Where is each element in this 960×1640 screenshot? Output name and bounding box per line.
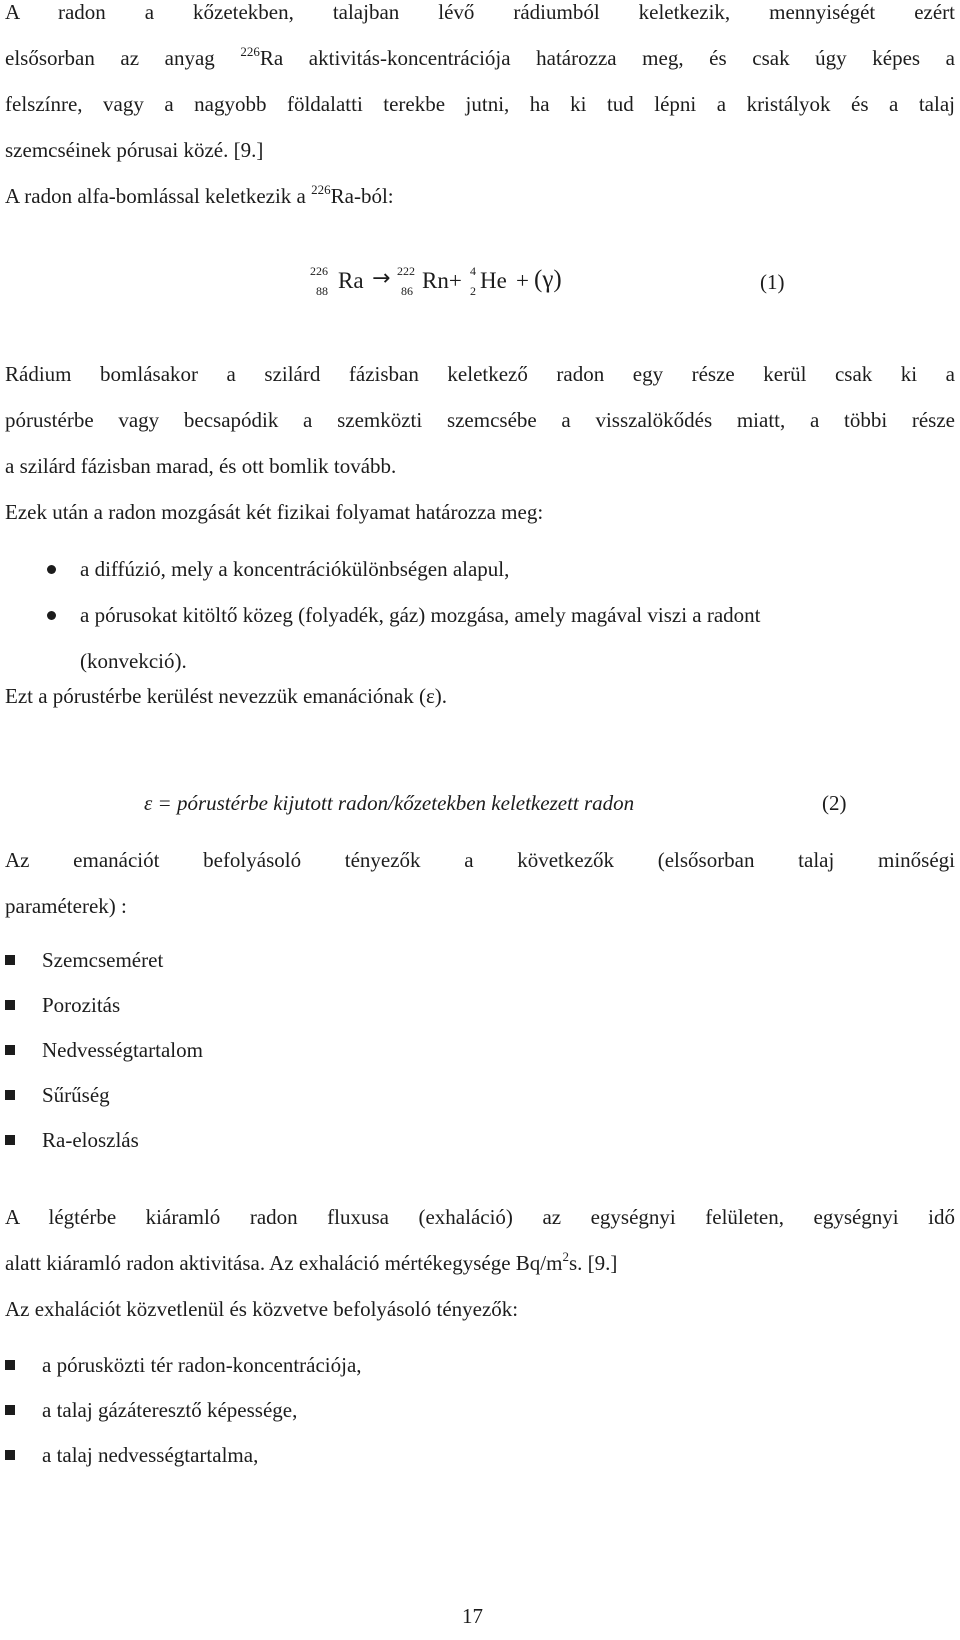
rn-mass-number: 222 <box>397 264 415 278</box>
square-bullet-icon <box>5 1450 15 1460</box>
decay-equation <box>310 264 642 314</box>
ra-mass-number: 226 <box>310 264 328 278</box>
equation-2-number: (2) <box>822 791 847 815</box>
equation-1-number: (1) <box>760 270 785 294</box>
exponent: 2 <box>562 1249 569 1264</box>
bullet-icon <box>47 611 56 620</box>
text-segment: Ra aktivitás-koncentrációja határozza meg, és csak úgy képes a <box>259 46 955 70</box>
text-segment: A radon alfa-bomlással keletkezik a <box>5 184 312 208</box>
text-segment: elsősorban az anyag <box>5 46 241 70</box>
paragraph-3-line-1: Rádium bomlásakor a szilárd fázisban keletkező radon egy része kerül csak ki a <box>5 362 955 386</box>
paragraph-6-line-1: Az emanációt befolyásoló tényezők a következők (elsősorban talaj minőségi <box>5 848 955 872</box>
helium-symbol: He <box>480 268 507 293</box>
list-item-text: a talaj gázáteresztő képessége, <box>42 1398 298 1422</box>
paragraph-6-line-2: paraméterek) : <box>5 894 127 918</box>
list-item-text: a pórusközti tér radon-koncentrációja, <box>42 1353 362 1377</box>
he-mass-number: 4 <box>470 264 476 278</box>
square-bullet-icon <box>5 1135 15 1145</box>
square-bullet-icon <box>5 1405 15 1415</box>
paragraph-7-line-1: A légtérbe kiáramló radon fluxusa (exhaláció) az egységnyi felületen, egységnyi idő <box>5 1205 955 1229</box>
list-item-text: a talaj nedvességtartalma, <box>42 1443 259 1467</box>
paragraph-4: Ezek után a radon mozgását két fizikai folyamat határozza meg: <box>5 500 544 524</box>
paragraph-7-line-2 <box>5 1251 617 1276</box>
arrow-icon: → <box>372 266 391 291</box>
square-bullet-icon <box>5 1045 15 1055</box>
square-bullet-icon <box>5 1360 15 1370</box>
paragraph-3-line-2: pórustérbe vagy becsapódik a szemközti szemcsébe a visszalökődés miatt, a többi része <box>5 408 955 432</box>
paragraph-5: Ezt a pórustérbe kerülést nevezzük emanációnak (ε). <box>5 684 448 708</box>
paragraph-1-line-2 <box>5 46 955 71</box>
gamma-term: (γ) <box>534 266 562 293</box>
list-item-text: Sűrűség <box>42 1083 110 1107</box>
ra-atomic-number: 88 <box>316 284 328 298</box>
radium-symbol: Ra <box>338 268 364 293</box>
paragraph-3-line-3: a szilárd fázisban marad, és ott bomlik tovább. <box>5 454 397 478</box>
bullet-icon <box>47 565 56 574</box>
list-item-text-continued: (konvekció). <box>80 649 187 673</box>
text-segment: s. [9.] <box>568 1251 618 1275</box>
square-bullet-icon <box>5 1090 15 1100</box>
page-number: 17 <box>462 1604 483 1628</box>
square-bullet-icon <box>5 955 15 965</box>
rn-atomic-number: 86 <box>401 284 413 298</box>
emanation-equation: ε = pórustérbe kijutott radon/kőzetekben keletkezett radon <box>144 791 635 815</box>
list-item-text: Szemcseméret <box>42 948 164 972</box>
radon-symbol: Rn+ <box>422 268 462 293</box>
plus-sign: + <box>516 268 529 293</box>
list-item-text: a pórusokat kitöltő közeg (folyadék, gáz) mozgása, amely magával viszi a radont <box>80 603 761 627</box>
list-item-text: Porozitás <box>42 993 121 1017</box>
paragraph-1-line-3: felszínre, vagy a nagyobb földalatti terekbe jutni, ha ki tud lépni a kristályok és a talaj <box>5 92 955 116</box>
paragraph-1-line-1: A radon a kőzetekben, talajban lévő rádiumból keletkezik, mennyiségét ezért <box>5 0 955 24</box>
paragraph-7-line-3: Az exhalációt közvetlenül és közvetve befolyásoló tényezők: <box>5 1297 519 1321</box>
list-item-text: Nedvességtartalom <box>42 1038 203 1062</box>
list-item-text: Ra-eloszlás <box>42 1128 139 1152</box>
he-atomic-number: 2 <box>470 284 476 298</box>
text-segment: Ra-ból: <box>330 184 394 208</box>
paragraph-1-line-4: szemcséinek pórusai közé. [9.] <box>5 138 264 162</box>
mass-number: 226 <box>240 44 260 59</box>
square-bullet-icon <box>5 1000 15 1010</box>
paragraph-2 <box>5 184 394 209</box>
list-item-text: a diffúzió, mely a koncentrációkülönbségen alapul, <box>80 557 510 581</box>
text-segment: alatt kiáramló radon aktivitása. Az exhaláció mértékegysége Bq/m <box>5 1251 563 1275</box>
mass-number: 226 <box>311 182 331 197</box>
